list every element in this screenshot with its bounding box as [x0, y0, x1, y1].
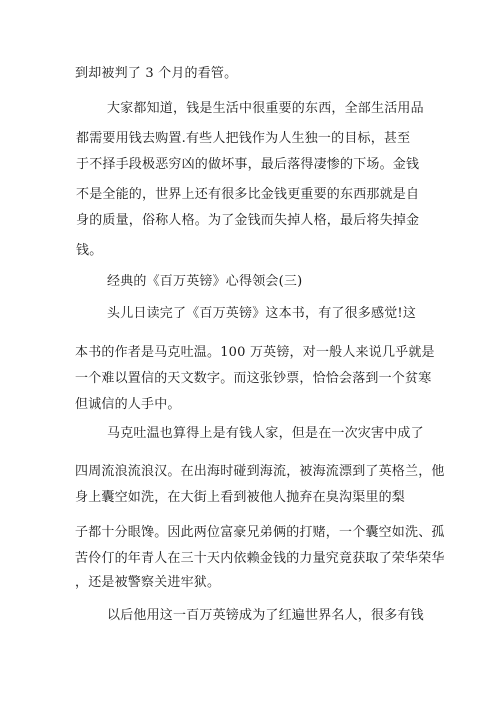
text-line: 到却被判了 3 个月的看管。	[75, 66, 238, 81]
text-line: 苦伶仃的年青人在三十天内依赖金钱的力量究竟获取了荣华荣华	[75, 551, 445, 566]
text-line: 身上囊空如洗，在大街上看到被他人抛弃在臭沟渠里的梨	[75, 490, 406, 505]
text-line: 子都十分眼馋。因此两位富豪兄弟俩的打赌，一个囊空如洗、孤	[75, 525, 445, 540]
text-line: 以后他用这一百万英镑成为了红遍世界名人，很多有钱	[107, 608, 424, 623]
text-line: 但诚信的人手中。	[75, 397, 181, 412]
text-line: 一个难以置信的天文数字。而这张钞票，恰恰会落到一个贫寒	[75, 371, 432, 386]
text-line: 大家都知道，钱是生活中很重要的东西，全部生活用品	[107, 101, 424, 116]
text-line: 钱。	[76, 243, 103, 258]
text-line: ，还是被警察关进牢狱。	[75, 575, 221, 590]
text-line: 不是全能的，世界上还有很多比金钱更重要的东西那就是自	[76, 187, 420, 202]
text-line: 头儿日读完了《百万英镑》这本书，有了很多感觉!这	[107, 306, 417, 321]
text-line: 于不择手段极恶穷凶的做坏事，最后落得凄惨的下场。金钱	[76, 157, 420, 172]
text-line: 本书的作者是马克吐温。100 万英镑，对一般人来说几乎就是	[75, 345, 435, 360]
text-line: 马克吐温也算得上是有钱人家，但是在一次灾害中成了	[107, 426, 424, 441]
text-line: 四周流浪流浪汉。在出海时碰到海流，被海流漂到了英格兰，他	[75, 464, 445, 479]
text-line: 身的质量，俗称人格。为了金钱而失掉人格，最后将失掉金	[76, 213, 420, 228]
section-heading: 经典的《百万英镑》心得领会(三)	[107, 274, 303, 289]
text-line: 都需要用钱去购置.有些人把钱作为人生独一的目标，甚至	[76, 131, 411, 146]
